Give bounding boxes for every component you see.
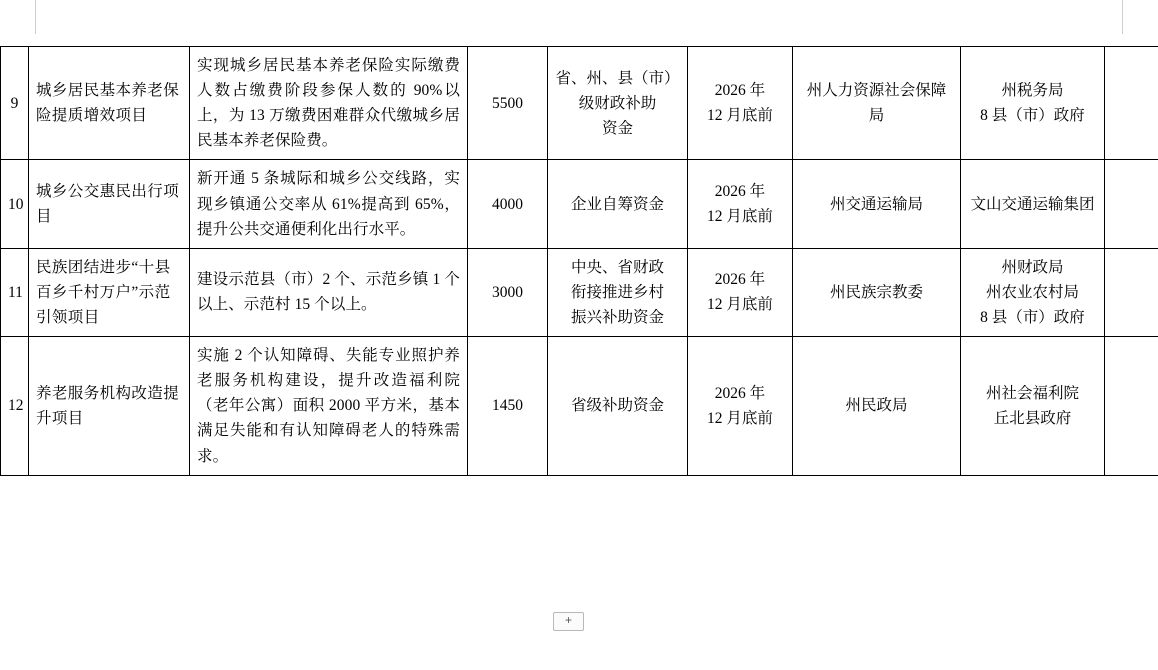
add-row-button[interactable]: + [553, 612, 584, 631]
completion-time-line: 2026 年 [714, 182, 766, 200]
completion-time [688, 47, 793, 160]
cooperating-unit-line: 州农业农村局 [985, 283, 1079, 301]
trailing-cell [1105, 337, 1158, 476]
project-description: 实施 2 个认知障碍、失能专业照护养老服务机构建设，提升改造福利院（老年公寓）面积 2000 平方米，基本满足失能和有认知障碍老人的特殊需求。 [190, 337, 468, 476]
project-amount: 5500 [468, 47, 548, 160]
trailing-cell [1105, 160, 1158, 248]
completion-time-line: 2026 年 [714, 384, 766, 402]
funding-source-line: 企业自筹资金 [570, 195, 664, 213]
completion-time [688, 160, 793, 248]
funding-source [548, 160, 688, 248]
table-row [1, 47, 1158, 160]
lead-unit [793, 47, 961, 160]
project-table [0, 46, 1158, 476]
table-row [1, 160, 1158, 248]
completion-time [688, 337, 793, 476]
cooperating-unit-line: 州税务局 [1001, 82, 1064, 100]
funding-source [548, 337, 688, 476]
project-name: 养老服务机构改造提升项目 [29, 337, 190, 476]
lead-unit-line: 州民政局 [845, 397, 908, 415]
funding-source [548, 248, 688, 336]
cooperating-unit-line: 丘北县政府 [993, 409, 1072, 427]
lead-unit [793, 248, 961, 336]
row-number: 12 [1, 337, 29, 476]
project-name: 民族团结进步“十县百乡千村万户”示范引领项目 [29, 248, 190, 336]
trailing-cell [1105, 248, 1158, 336]
project-description: 建设示范县（市）2 个、示范乡镇 1 个以上、示范村 15 个以上。 [190, 248, 468, 336]
lead-unit-line: 州民族宗教委 [829, 283, 923, 301]
cooperating-unit [961, 160, 1105, 248]
row-number: 10 [1, 160, 29, 248]
completion-time-line: 2026 年 [714, 271, 766, 289]
cooperating-unit [961, 248, 1105, 336]
row-number: 11 [1, 248, 29, 336]
funding-source [548, 47, 688, 160]
table-row [1, 248, 1158, 336]
funding-source-line: 级财政补助 [578, 94, 657, 112]
funding-source-line: 中央、省财政 [570, 258, 664, 276]
completion-time-line: 12 月底前 [707, 296, 773, 314]
row-number: 9 [1, 47, 29, 160]
project-description: 实现城乡居民基本养老保险实际缴费人数占缴费阶段参保人数的 90%以上，为 13 万缴费困难群众代缴城乡居民基本养老保险费。 [190, 47, 468, 160]
completion-time [688, 248, 793, 336]
lead-unit [793, 337, 961, 476]
page-edge-mark-right [1122, 0, 1123, 34]
cooperating-unit [961, 337, 1105, 476]
project-description: 新开通 5 条城际和城乡公交线路，实现乡镇通公交率从 61%提高到 65%，提升公共交通便利化出行水平。 [190, 160, 468, 248]
lead-unit [793, 160, 961, 248]
project-amount: 4000 [468, 160, 548, 248]
funding-source-line: 振兴补助资金 [570, 308, 664, 326]
trailing-cell [1105, 47, 1158, 160]
cooperating-unit-line: 州财政局 [1001, 258, 1064, 276]
project-name: 城乡公交惠民出行项目 [29, 160, 190, 248]
page-edge-mark-left [35, 0, 36, 34]
completion-time-line: 12 月底前 [707, 107, 773, 125]
cooperating-unit [961, 47, 1105, 160]
funding-source-line: 省、州、县（市） [555, 69, 680, 87]
table-row [1, 337, 1158, 476]
cooperating-unit-line: 8 县（市）政府 [980, 308, 1085, 326]
funding-source-line: 衔接推进乡村 [570, 283, 664, 301]
cooperating-unit-line: 文山交通运输集团 [970, 195, 1095, 213]
project-name: 城乡居民基本养老保险提质增效项目 [29, 47, 190, 160]
funding-source-line: 资金 [601, 119, 633, 137]
project-amount: 3000 [468, 248, 548, 336]
project-amount: 1450 [468, 337, 548, 476]
completion-time-line: 12 月底前 [707, 409, 773, 427]
cooperating-unit-line: 州社会福利院 [985, 384, 1079, 402]
completion-time-line: 12 月底前 [707, 208, 773, 226]
lead-unit-line: 州交通运输局 [829, 195, 923, 213]
completion-time-line: 2026 年 [714, 82, 766, 100]
funding-source-line: 省级补助资金 [570, 397, 664, 415]
cooperating-unit-line: 8 县（市）政府 [980, 107, 1085, 125]
lead-unit-line: 州人力资源社会保障局 [806, 82, 947, 125]
